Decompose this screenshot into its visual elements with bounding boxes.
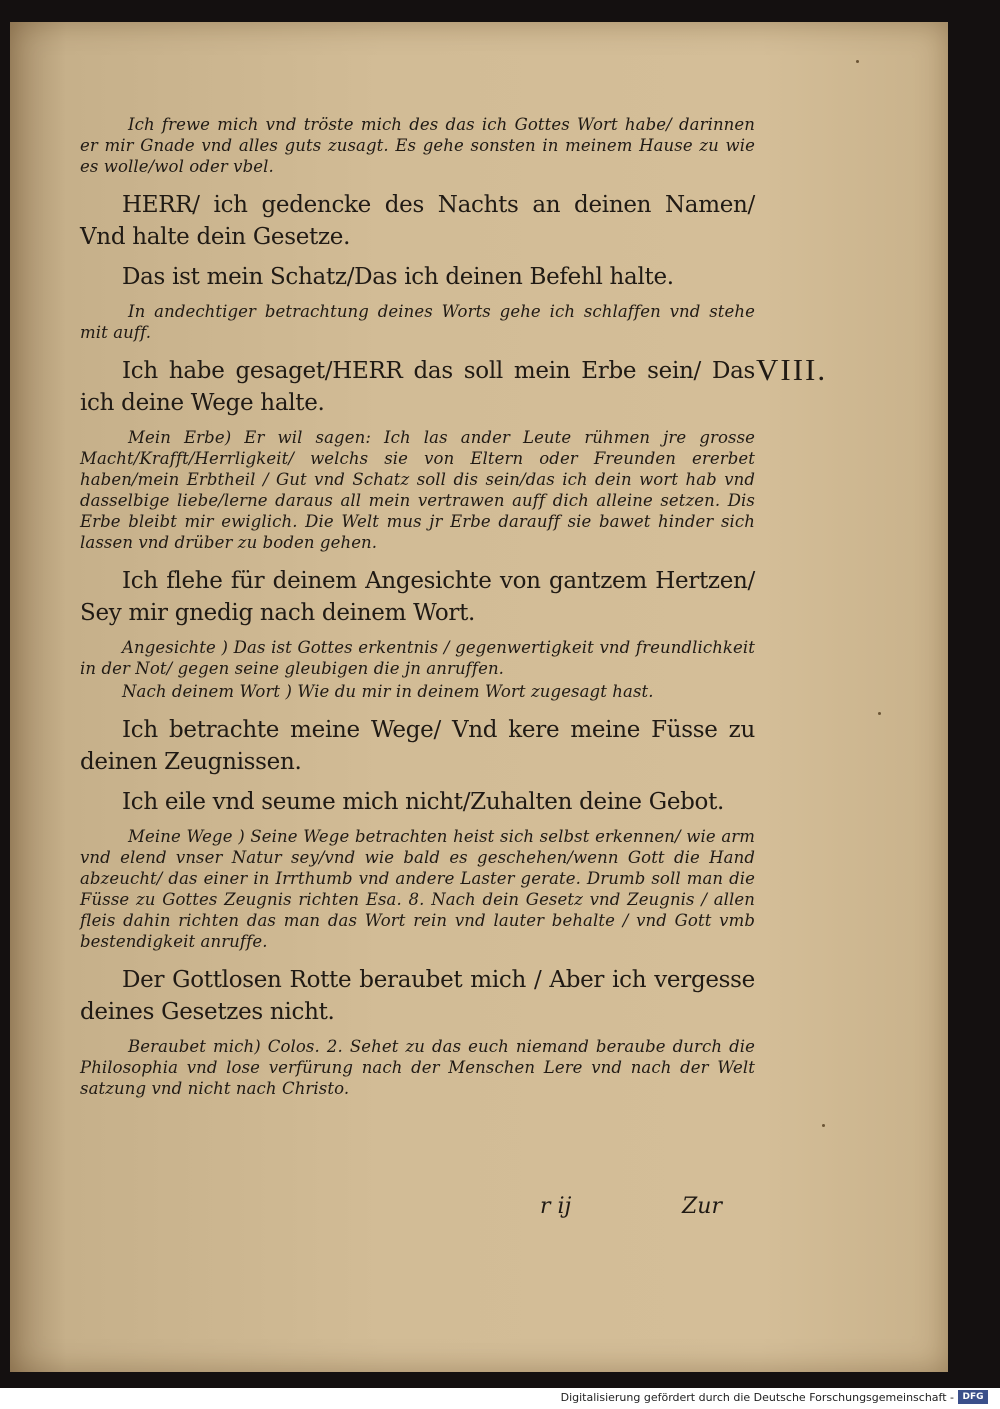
verse-paragraph: Ich betrachte meine Wege/ Vnd kere meine Füsse zu deinen Zeugnissen. <box>80 717 755 775</box>
verse-paragraph: Der Gottlosen Rotte beraubet mich / Aber ich vergesse deines Gesetzes nicht. <box>80 967 755 1025</box>
verse-paragraph: Ich eile vnd seume mich nicht/Zuhalten deine Gebot. <box>122 789 725 815</box>
margin-section-number: VIII. <box>756 352 828 387</box>
verse-paragraph: Das ist mein Schatz/Das ich deinen Befehl halte. <box>122 264 674 290</box>
gloss-paragraph: Angesichte ) Das ist Gottes erkentnis / gegenwertigkeit vnd freundlichkeit in der Not/ gegen seine gleubigen die jn anruffen. <box>80 638 755 678</box>
gloss-paragraph: Ich frewe mich vnd tröste mich des das ich Gottes Wort habe/ darinnen er mir Gnade vnd alles guts zusagt. Es gehe sonsten in meinem Hause zu wie es wolle/wol oder vbel. <box>80 115 755 176</box>
gloss-paragraph: Beraubet mich) Colos. 2. Sehet zu das euch niemand beraube durch die Philosophia vnd lose verfürung nach der Menschen Lere vnd nach der Welt satzung vnd nicht nach Christo. <box>80 1037 755 1098</box>
paper-speck <box>878 712 881 715</box>
paper-speck <box>856 60 859 63</box>
catchword: Zur <box>682 1194 722 1219</box>
verse-paragraph: Ich habe gesaget/HERR das soll mein Erbe sein/ Das ich deine Wege halte. <box>80 358 755 416</box>
paper-speck <box>822 1124 825 1127</box>
signature-mark: r ij <box>540 1194 572 1219</box>
dfg-logo: DFG <box>958 1390 988 1404</box>
gloss-paragraph: In andechtiger betrachtung deines Worts gehe ich schlaffen vnd stehe mit auff. <box>80 302 755 342</box>
gloss-paragraph: Nach deinem Wort ) Wie du mir in deinem Wort zugesagt hast. <box>122 682 654 701</box>
book-page <box>10 22 948 1372</box>
gloss-paragraph: Mein Erbe) Er wil sagen: Ich las ander Leute rühmen jre grosse Macht/Krafft/Herrligkeit/ welchs sie von Eltern oder Freunden ererbet haben/mein Erbtheil / Gut vnd Schatz soll dis sein/das ich dein wort hab vnd dasselbige liebe/lerne daraus all mein vertrawen auff dich alleine setzen. Dis Erbe bleibt mir ewiglich. Die Welt mus jr Erbe darauff sie bawet hinder sich lassen vnd drüber zu boden gehen. <box>80 428 755 552</box>
gloss-paragraph: Meine Wege ) Seine Wege betrachten heist sich selbst erkennen/ wie arm vnd elend vnser Natur sey/vnd wie bald es geschehen/wenn Gott die Hand abzeucht/ das einer in Irrthumb vnd andere Laster gerate. Drumb soll man die Füsse zu Gottes Zeugnis richten Esa. 8. Nach dein Gesetz vnd Zeugnis / allen fleis dahin richten das man das Wort rein vnd lauter behalte / vnd Gott vmb bestendigkeit anruffe. <box>80 827 755 951</box>
funding-footer <box>561 1390 988 1404</box>
verse-paragraph: Ich flehe für deinem Angesichte von gantzem Hertzen/ Sey mir gnedig nach deinem Wort. <box>80 568 755 626</box>
footer-text: Digitalisierung gefördert durch die Deutsche Forschungsgemeinschaft - <box>560 1390 954 1404</box>
page-text <box>80 114 755 1111</box>
verse-paragraph: HERR/ ich gedencke des Nachts an deinen Namen/ Vnd halte dein Gesetze. <box>80 192 755 250</box>
